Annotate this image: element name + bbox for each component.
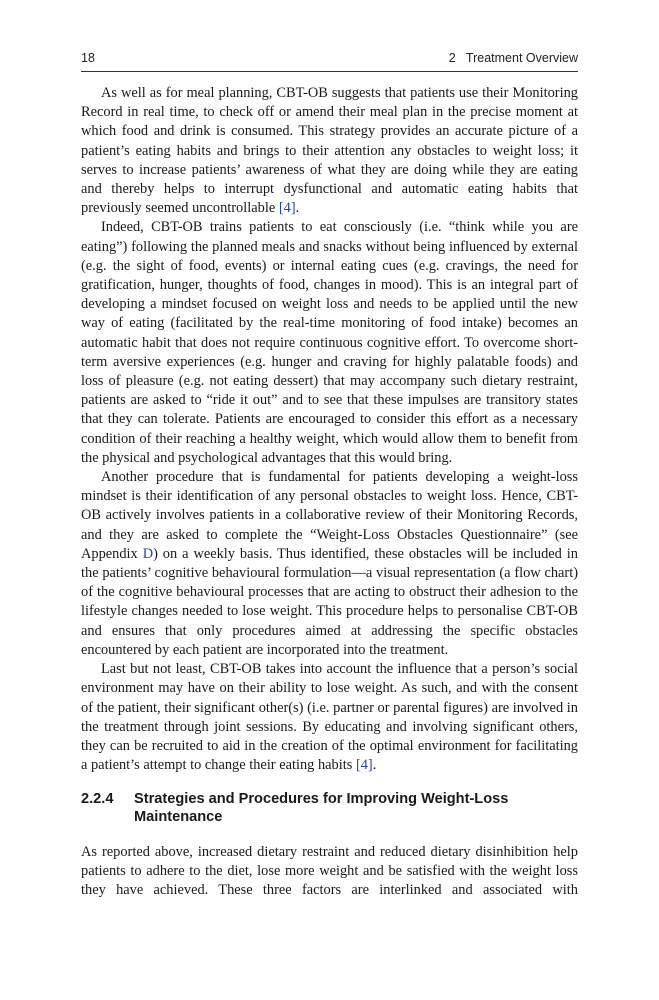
paragraph-social-environment [81,660,578,775]
paragraph-obstacles [81,468,578,660]
paragraph-eat-consciously [81,218,578,468]
paragraph-text: . [372,757,377,774]
paragraph-after-section: As reported above, increased dietary restraint and reduced dietary disinhibition help patients to adhere to the diet, lose more weight and be satisfied with the weight loss they have achieved. These three factors are interlinked and associated with [81,844,578,899]
paragraph-monitoring-record [81,84,578,218]
body-text [81,84,578,775]
page-number: 18 [81,51,95,65]
section-number: 2.2.4 [81,791,114,807]
chapter-title: 2 Treatment Overview [448,51,578,65]
paragraph-text: Another procedure that is fundamental for patients developing a weight-loss mindset is their identification of any personal obstacles to weight loss. Hence, CBT-OB actively involves patients in a collaborative review of their Monitoring Records, and they are asked to complete the “Weight-Loss Obstacles Questionnaire” (see Appendix [81,469,578,562]
section-title: Strategies and Procedures for Improving Weight-Loss Maintenance [134,791,509,825]
paragraph-text: Indeed, CBT-OB trains patients to eat consciously (i.e. “think while you are eating”) following the planned meals and snacks without being influenced by external (e.g. the sight of food, events) or internal eating cues (e.g. cravings, the need for gratification, hunger, thoughts of food, changes in mood). This is an integral part of developing a mindset focused on weight loss and needs to be applied until the new way of eating (facilitated by the real-time monitoring of food intake) becomes an automatic habit that does not require continuous cognitive effort. To overcome short-term aversive experiences (e.g. hunger and craving for highly palatable foods) and loss of pleasure (e.g. not eating dessert) that may accompany such dietary restraint, patients are asked to “ride it out” and to see that these impulses are transitory states that they can tolerate. Patients are encouraged to consider this effort as a necessary condition of their reaching a healthy weight, which would allow them to benefit from the physical and psychological advantages that this would bring. [81,219,578,466]
paragraph-text: . [295,200,300,217]
header-rule [81,71,578,72]
section-body [81,843,578,901]
paragraph-text: As well as for meal planning, CBT-OB suggests that patients use their Monitoring Record in real time, to check off or amend their meal plan in the precise moment at which food and drink is consumed. This strategy provides an accurate picture of a patient’s eating habits and brings to their attention any obstacles to weight loss; it serves to increase patients’ awareness of what they are doing while they are eating and thereby helps to interrupt dysfunctional and automatic eating habits that previously seemed uncontrollable [81,85,578,217]
appendix-link[interactable]: D [142,545,154,562]
paragraph-text: ) on a weekly basis. Thus identified, these obstacles will be included in the patients’ cognitive behavioural formulation—a visual representation (a flow chart) of the cognitive behavioural processes that are acting to obstruct their adhesion to the lifestyle changes needed to lose weight. This procedure helps to personalise CBT-OB and ensures that only procedures aimed at addressing the specific obstacles encountered by each patient are incorporated into the treatment. [81,545,578,658]
running-head [81,51,578,67]
citation-link[interactable]: [4] [278,200,296,217]
paragraph-text: Last but not least, CBT-OB takes into account the influence that a person’s social environment may have on their ability to lose weight. As such, and with the consent of the patient, their significant other(s) (i.e. partner or parental figures) are involved in the treatment through joint sessions. By educating and involving significant others, they can be recruited to aid in the creation of the optimal environment for facilitating a patient’s attempt to change their eating habits [81,661,578,774]
citation-link[interactable]: [4] [355,757,373,774]
